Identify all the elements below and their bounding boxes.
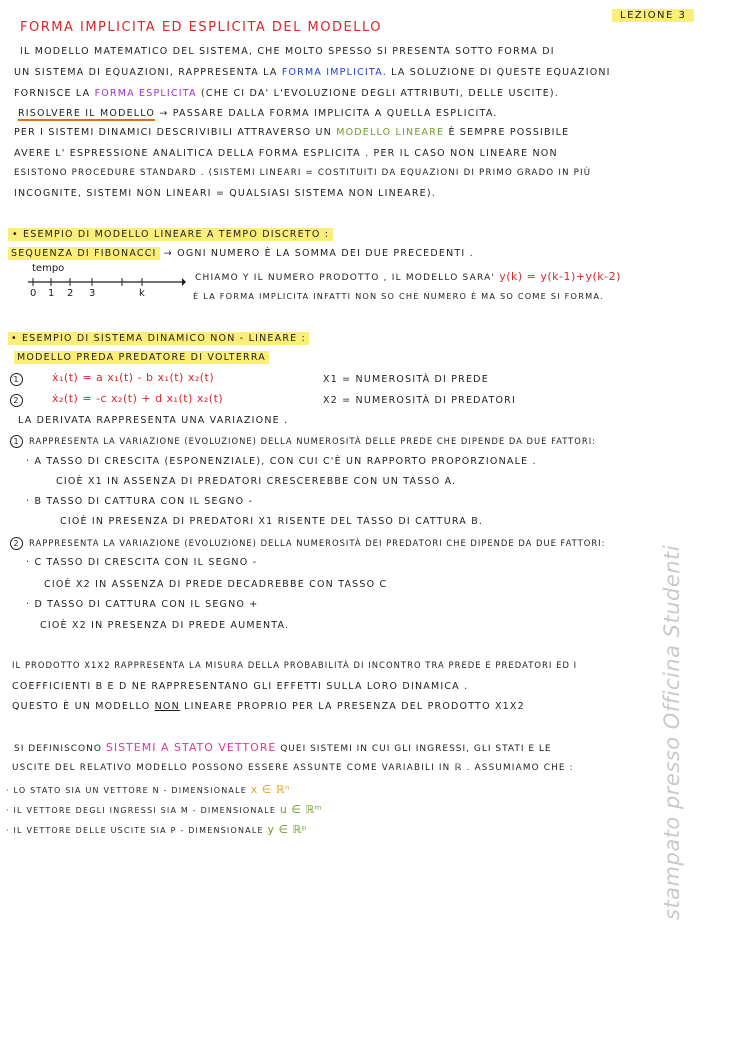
non-term: NON (154, 701, 180, 712)
time-axis (26, 276, 186, 288)
state-line-2: USCITE DEL RELATIVO MODELLO POSSONO ESSERE ASSUNTE COME VARIABILI IN ℝ . ASSUMIAMO CHE : (12, 763, 574, 773)
tick-3: 3 (89, 288, 96, 299)
point2-c: · C TASSO DI CRESCITA CON IL SEGNO - (26, 557, 258, 568)
point1-b-detail: CIOÈ IN PRESENZA DI PREDATORI X1 RISENTE DEL TASSO DI CATTURA B. (60, 516, 484, 527)
eq1-formula: ẋ₁(t) = a x₁(t) - b x₁(t) x₂(t) (52, 371, 215, 384)
point2-d: · D TASSO DI CATTURA CON IL SEGNO + (26, 599, 259, 610)
output-formula: y ∈ ℝᵖ (267, 823, 308, 836)
lesson-badge: LEZIONE 3 (612, 9, 694, 22)
tick-1: 1 (48, 288, 55, 299)
point2-c-detail: CIOÈ X2 IN ASSENZA DI PREDE DECADREBBE CON TASSO C (44, 579, 388, 590)
point2-number: 2 (10, 537, 23, 550)
eq1-description: X1 = NUMEROSITÀ DI PREDE (323, 374, 489, 385)
point2: 2 RAPPRESENTA LA VARIAZIONE (EVOLUZIONE) DELLA NUMEROSITÀ DEI PREDATORI CHE DIPENDE DA DUE FATTORI: (10, 537, 605, 550)
intro-line-7: ESISTONO PROCEDURE STANDARD . (SISTEMI LINEARI = COSTITUITI DA EQUAZIONI DI PRIMO GRADO IN PIÙ (14, 168, 592, 178)
risolvere-modello-term: RISOLVERE IL MODELLO (18, 108, 156, 119)
eq1-number: 1 (10, 373, 23, 386)
watermark: stampato presso Officina Studenti (660, 544, 684, 920)
sistemi-stato-vettore-term: SISTEMI A STATO VETTORE (105, 741, 277, 754)
state-bullet-3: · IL VETTORE DELLE USCITE SIA P - DIMENSIONALE y ∈ ℝᵖ (6, 823, 308, 836)
eq2-number: 2 (10, 394, 23, 407)
eq2-row (10, 394, 29, 407)
implicit-line: È LA FORMA IMPLICITA INFATTI NON SO CHE NUMERO È MA SO COME SI FORMA. (193, 291, 604, 301)
point2-d-detail: CIOÈ X2 IN PRESENZA DI PREDE AUMENTA. (40, 620, 290, 631)
product-line-1: IL PRODOTTO X1X2 RAPPRESENTA LA MISURA DELLA PROBABILITÀ DI INCONTRO TRA PREDE E PREDATORI ED I (12, 660, 578, 670)
example2-heading: • ESEMPIO DI SISTEMA DINAMICO NON - LINEARE : (8, 332, 309, 345)
state-bullet-2: · IL VETTORE DEGLI INGRESSI SIA M - DIMENSIONALE u ∈ ℝᵐ (6, 803, 323, 816)
eq1-row (10, 373, 29, 386)
product-line-2: COEFFICIENTI B E D NE RAPPRESENTANO GLI EFFETTI SULLA LORO DINAMICA . (12, 681, 469, 692)
eq2-description: X2 = NUMEROSITÀ DI PREDATORI (323, 395, 516, 406)
intro-line-5: PER I SISTEMI DINAMICI DESCRIVIBILI ATTRAVERSO UN MODELLO LINEARE È SEMPRE POSSIBILE (14, 127, 570, 138)
point1-a-detail: CIOÈ X1 IN ASSENZA DI PREDATORI CRESCEREBBE CON UN TASSO A. (56, 476, 457, 487)
forma-esplicita-term: FORMA ESPLICITA (94, 88, 197, 99)
intro-line-6: AVERE L' ESPRESSIONE ANALITICA DELLA FORMA ESPLICITA . PER IL CASO NON LINEARE NON (14, 148, 558, 159)
point1-a: · A TASSO DI CRESCITA (ESPONENZIALE), CON CUI C'È UN RAPPORTO PROPORZIONALE . (26, 456, 537, 467)
intro-line-2: UN SISTEMA DI EQUAZIONI, RAPPRESENTA LA FORMA IMPLICITA. LA SOLUZIONE DI QUESTE EQUAZIONI (14, 67, 611, 78)
modello-lineare-term: MODELLO LINEARE (336, 127, 445, 138)
fibonacci-line: SEQUENZA DI FIBONACCI → OGNI NUMERO È LA SOMMA DEI DUE PRECEDENTI . (8, 248, 474, 259)
time-axis-title: tempo (32, 263, 65, 274)
intro-line-8: INCOGNITE, SISTEMI NON LINEARI = QUALSIASI SISTEMA NON LINEARE). (14, 188, 436, 199)
tick-0: 0 (30, 288, 37, 299)
point1-number: 1 (10, 435, 23, 448)
derivative-note: LA DERIVATA RAPPRESENTA UNA VARIAZIONE . (18, 415, 289, 426)
model-label: MODELLO PREDA PREDATORE DI VOLTERRA (14, 351, 269, 364)
intro-line-4: RISOLVERE IL MODELLO → PASSARE DALLA FORMA IMPLICITA A QUELLA ESPLICITA. (18, 108, 498, 119)
tick-k: k (139, 288, 145, 299)
intro-line-3: FORNISCE LA FORMA ESPLICITA (CHE CI DA' L'EVOLUZIONE DEGLI ATTRIBUTI, DELLE USCITE). (14, 88, 560, 99)
call-line: CHIAMO Y IL NUMERO PRODOTTO , IL MODELLO SARA' y(k) = y(k-1)+y(k-2) (195, 270, 621, 283)
state-formula: x ∈ ℝⁿ (250, 783, 290, 796)
point1-b: · B TASSO DI CATTURA CON IL SEGNO - (26, 496, 254, 507)
point1: 1 RAPPRESENTA LA VARIAZIONE (EVOLUZIONE) DELLA NUMEROSITÀ DELLE PREDE CHE DIPENDE DA DUE FATTORI: (10, 435, 596, 448)
example1-heading: • ESEMPIO DI MODELLO LINEARE A TEMPO DISCRETO : (8, 228, 333, 241)
input-formula: u ∈ ℝᵐ (279, 803, 323, 816)
forma-implicita-term: FORMA IMPLICITA (281, 67, 383, 78)
intro-line-1: IL MODELLO MATEMATICO DEL SISTEMA, CHE MOLTO SPESSO SI PRESENTA SOTTO FORMA DI (20, 46, 555, 57)
tick-2: 2 (67, 288, 74, 299)
state-line-1: SI DEFINISCONO SISTEMI A STATO VETTORE QUEI SISTEMI IN CUI GLI INGRESSI, GLI STATI E LE (14, 741, 552, 754)
state-bullet-1: · LO STATO SIA UN VETTORE N - DIMENSIONALE x ∈ ℝⁿ (6, 783, 290, 796)
fibonacci-formula: y(k) = y(k-1)+y(k-2) (499, 270, 621, 283)
product-line-3: QUESTO È UN MODELLO NON LINEARE PROPRIO PER LA PRESENZA DEL PRODOTTO X1X2 (12, 701, 525, 712)
fibonacci-label: SEQUENZA DI FIBONACCI (8, 247, 160, 260)
page-title: FORMA IMPLICITA ED ESPLICITA DEL MODELLO (20, 20, 382, 35)
eq2-formula: ẋ₂(t) = -c x₂(t) + d x₁(t) x₂(t) (52, 392, 224, 405)
